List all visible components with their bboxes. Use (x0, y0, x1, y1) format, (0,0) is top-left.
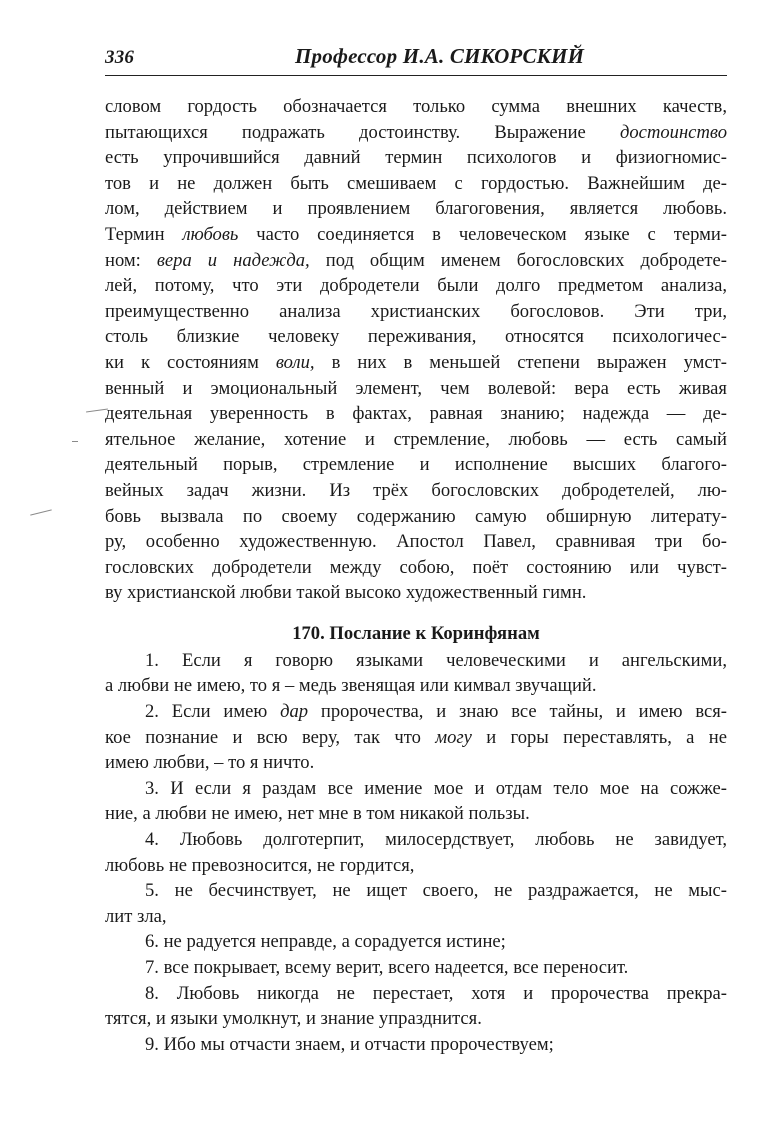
paragraph-line: вейных задач жизни. Из трёх богословских добродетелей, лю- (105, 479, 727, 501)
paragraph-line: есть упрочившийся давний термин психологов и физиогномис- (105, 147, 727, 169)
running-title: Профессор И.А. СИКОРСКИЙ (295, 44, 585, 68)
verse (105, 929, 727, 955)
verse-line: 2. Если имею дар пророчества, и знаю все тайны, и имею вся- (145, 701, 727, 723)
paragraph-line: Термин любовь часто соединяется в человеческом языке с терми- (105, 223, 727, 245)
paragraph-line: бовь вызвала по своему содержанию самую обширную литерату- (105, 505, 727, 527)
verse (105, 878, 727, 929)
verse-line: 8. Любовь никогда не перестает, хотя и пророчества прекра- (145, 982, 727, 1004)
verse-line: 3. И если я раздам все имение мое и отдам тело мое на сожже- (145, 777, 727, 799)
paragraph-line: ятельное желание, хотение и стремление, любовь — есть самый (105, 428, 727, 450)
emphasis: любовь (182, 223, 239, 245)
paragraph-line: пытающихся подражать достоинству. Выражение достоинство (105, 121, 727, 143)
emphasis: воли, (275, 351, 315, 373)
verse-line: 5. не бесчинствует, не ищет своего, не раздражается, не мыс- (145, 880, 727, 902)
verse (105, 827, 727, 878)
paragraph-line: ки к состояниям воли, в них в меньшей степени выражен умст- (105, 351, 727, 373)
emphasis: вера и надежда, (156, 249, 310, 271)
emphasis: достоинство (619, 121, 727, 143)
emphasis: дар (280, 701, 309, 723)
verse (105, 699, 727, 776)
paragraph-line: тов и не должен быть смешиваем с гордостью. Важнейшим де- (105, 172, 727, 194)
paragraph-line: деятельная уверенность в фактах, равная знанию; надежда — де- (105, 403, 727, 425)
running-head (105, 44, 727, 76)
paragraph-line: столь близкие человеку переживания, относятся психологичес- (105, 326, 727, 348)
verse-line: 7. все покрывает, всему верит, всего надеется, все переносит. (145, 957, 629, 978)
paragraph-line: лей, потому, что эти добродетели были долго предметом анализа, (105, 275, 727, 297)
page-number: 336 (105, 47, 135, 68)
verse-line: имею любви, – то я ничто. (105, 752, 315, 774)
paragraph-line: лом, действием и проявлением благоговения, является любовь. (105, 198, 727, 220)
body-paragraph (105, 94, 727, 606)
verse-line: тятся, и языки умолкнут, и знание упразднится. (105, 1008, 482, 1030)
book-page (105, 44, 727, 1057)
verse (105, 1032, 727, 1058)
paragraph-line: словом гордость обозначается только сумма внешних качеств, (105, 96, 727, 117)
paragraph-line: ру, особенно художественную. Апостол Павел, сравнивая три бо- (105, 531, 727, 553)
verse-line: 9. Ибо мы отчасти знаем, и отчасти пророчествуем; (145, 1033, 554, 1055)
verse-line: 1. Если я говорю языками человеческими и ангельскими, (145, 649, 727, 671)
scan-mark (72, 441, 78, 442)
paragraph-line: гословских добродетели между собою, поёт состоянию или чувст- (105, 556, 727, 578)
verse-list (105, 648, 727, 1058)
verse-line: любовь не превозносится, не гордится, (105, 854, 415, 876)
paragraph-line: преимущественно анализа христианских богословов. Эти три, (105, 300, 727, 322)
paragraph-line: ву христианской любви такой высоко художественный гимн. (105, 582, 587, 604)
paragraph-line: венный и эмоциональный элемент, чем волевой: вера есть живая (105, 377, 727, 399)
verse (105, 776, 727, 827)
verse-line: 6. не радуется неправде, а сорадуется истине; (145, 931, 506, 953)
verse-line: 4. Любовь долготерпит, милосердствует, любовь не завидует, (145, 829, 727, 851)
verse (105, 648, 727, 699)
scan-mark (30, 509, 52, 515)
verse-line: кое познание и всю веру, так что могу и горы переставлять, а не (105, 726, 727, 748)
verse (105, 981, 727, 1032)
emphasis: могу (435, 726, 472, 748)
verse-line: а любви не имею, то я – медь звенящая или кимвал звучащий. (105, 675, 597, 697)
section-title: 170. Послание к Коринфянам (292, 622, 540, 644)
paragraph-line: ном: вера и надежда, под общим именем богословских добродете- (105, 249, 728, 271)
verse-line: ние, а любви не имею, нет мне в том никакой пользы. (105, 803, 530, 825)
verse (105, 955, 727, 981)
paragraph-line: деятельный порыв, стремление и исполнение высших благого- (105, 454, 727, 476)
verse-line: лит зла, (105, 905, 167, 927)
